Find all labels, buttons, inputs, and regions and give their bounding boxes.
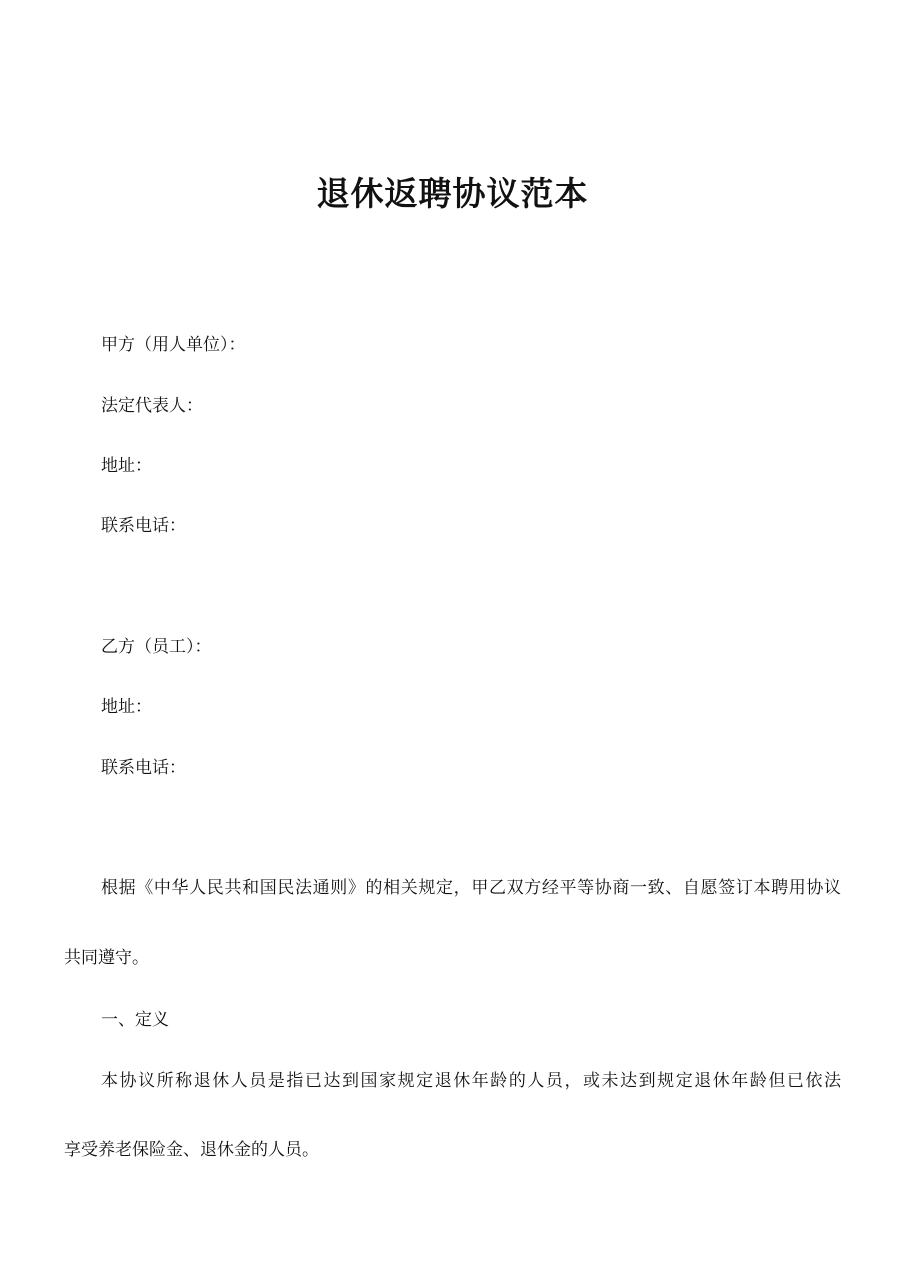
party-b-address: 地址： <box>101 697 152 717</box>
party-b-heading: 乙方（员工）： <box>101 637 212 657</box>
document-title: 退休返聘协议范本 <box>316 174 589 213</box>
preamble-line-2: 共同遵守。 <box>64 948 149 968</box>
party-b-phone: 联系电话： <box>101 758 186 778</box>
preamble-line-1: 根据《中华人民共和国民法通则》的相关规定，甲乙双方经平等协商一致、自愿签订本聘用协议 <box>101 878 841 898</box>
section-1-line-1: 本协议所称退休人员是指已达到国家规定退休年龄的人员，或未达到规定退休年龄但已依法 <box>101 1071 841 1091</box>
party-a-heading: 甲方（用人单位）： <box>101 335 246 355</box>
party-a-phone: 联系电话： <box>101 516 186 536</box>
party-a-legal-rep: 法定代表人： <box>101 396 203 416</box>
party-a-address: 地址： <box>101 456 152 476</box>
section-1-line-2: 享受养老保险金、退休金的人员。 <box>64 1140 319 1160</box>
section-1-heading: 一、定义 <box>101 1010 169 1030</box>
